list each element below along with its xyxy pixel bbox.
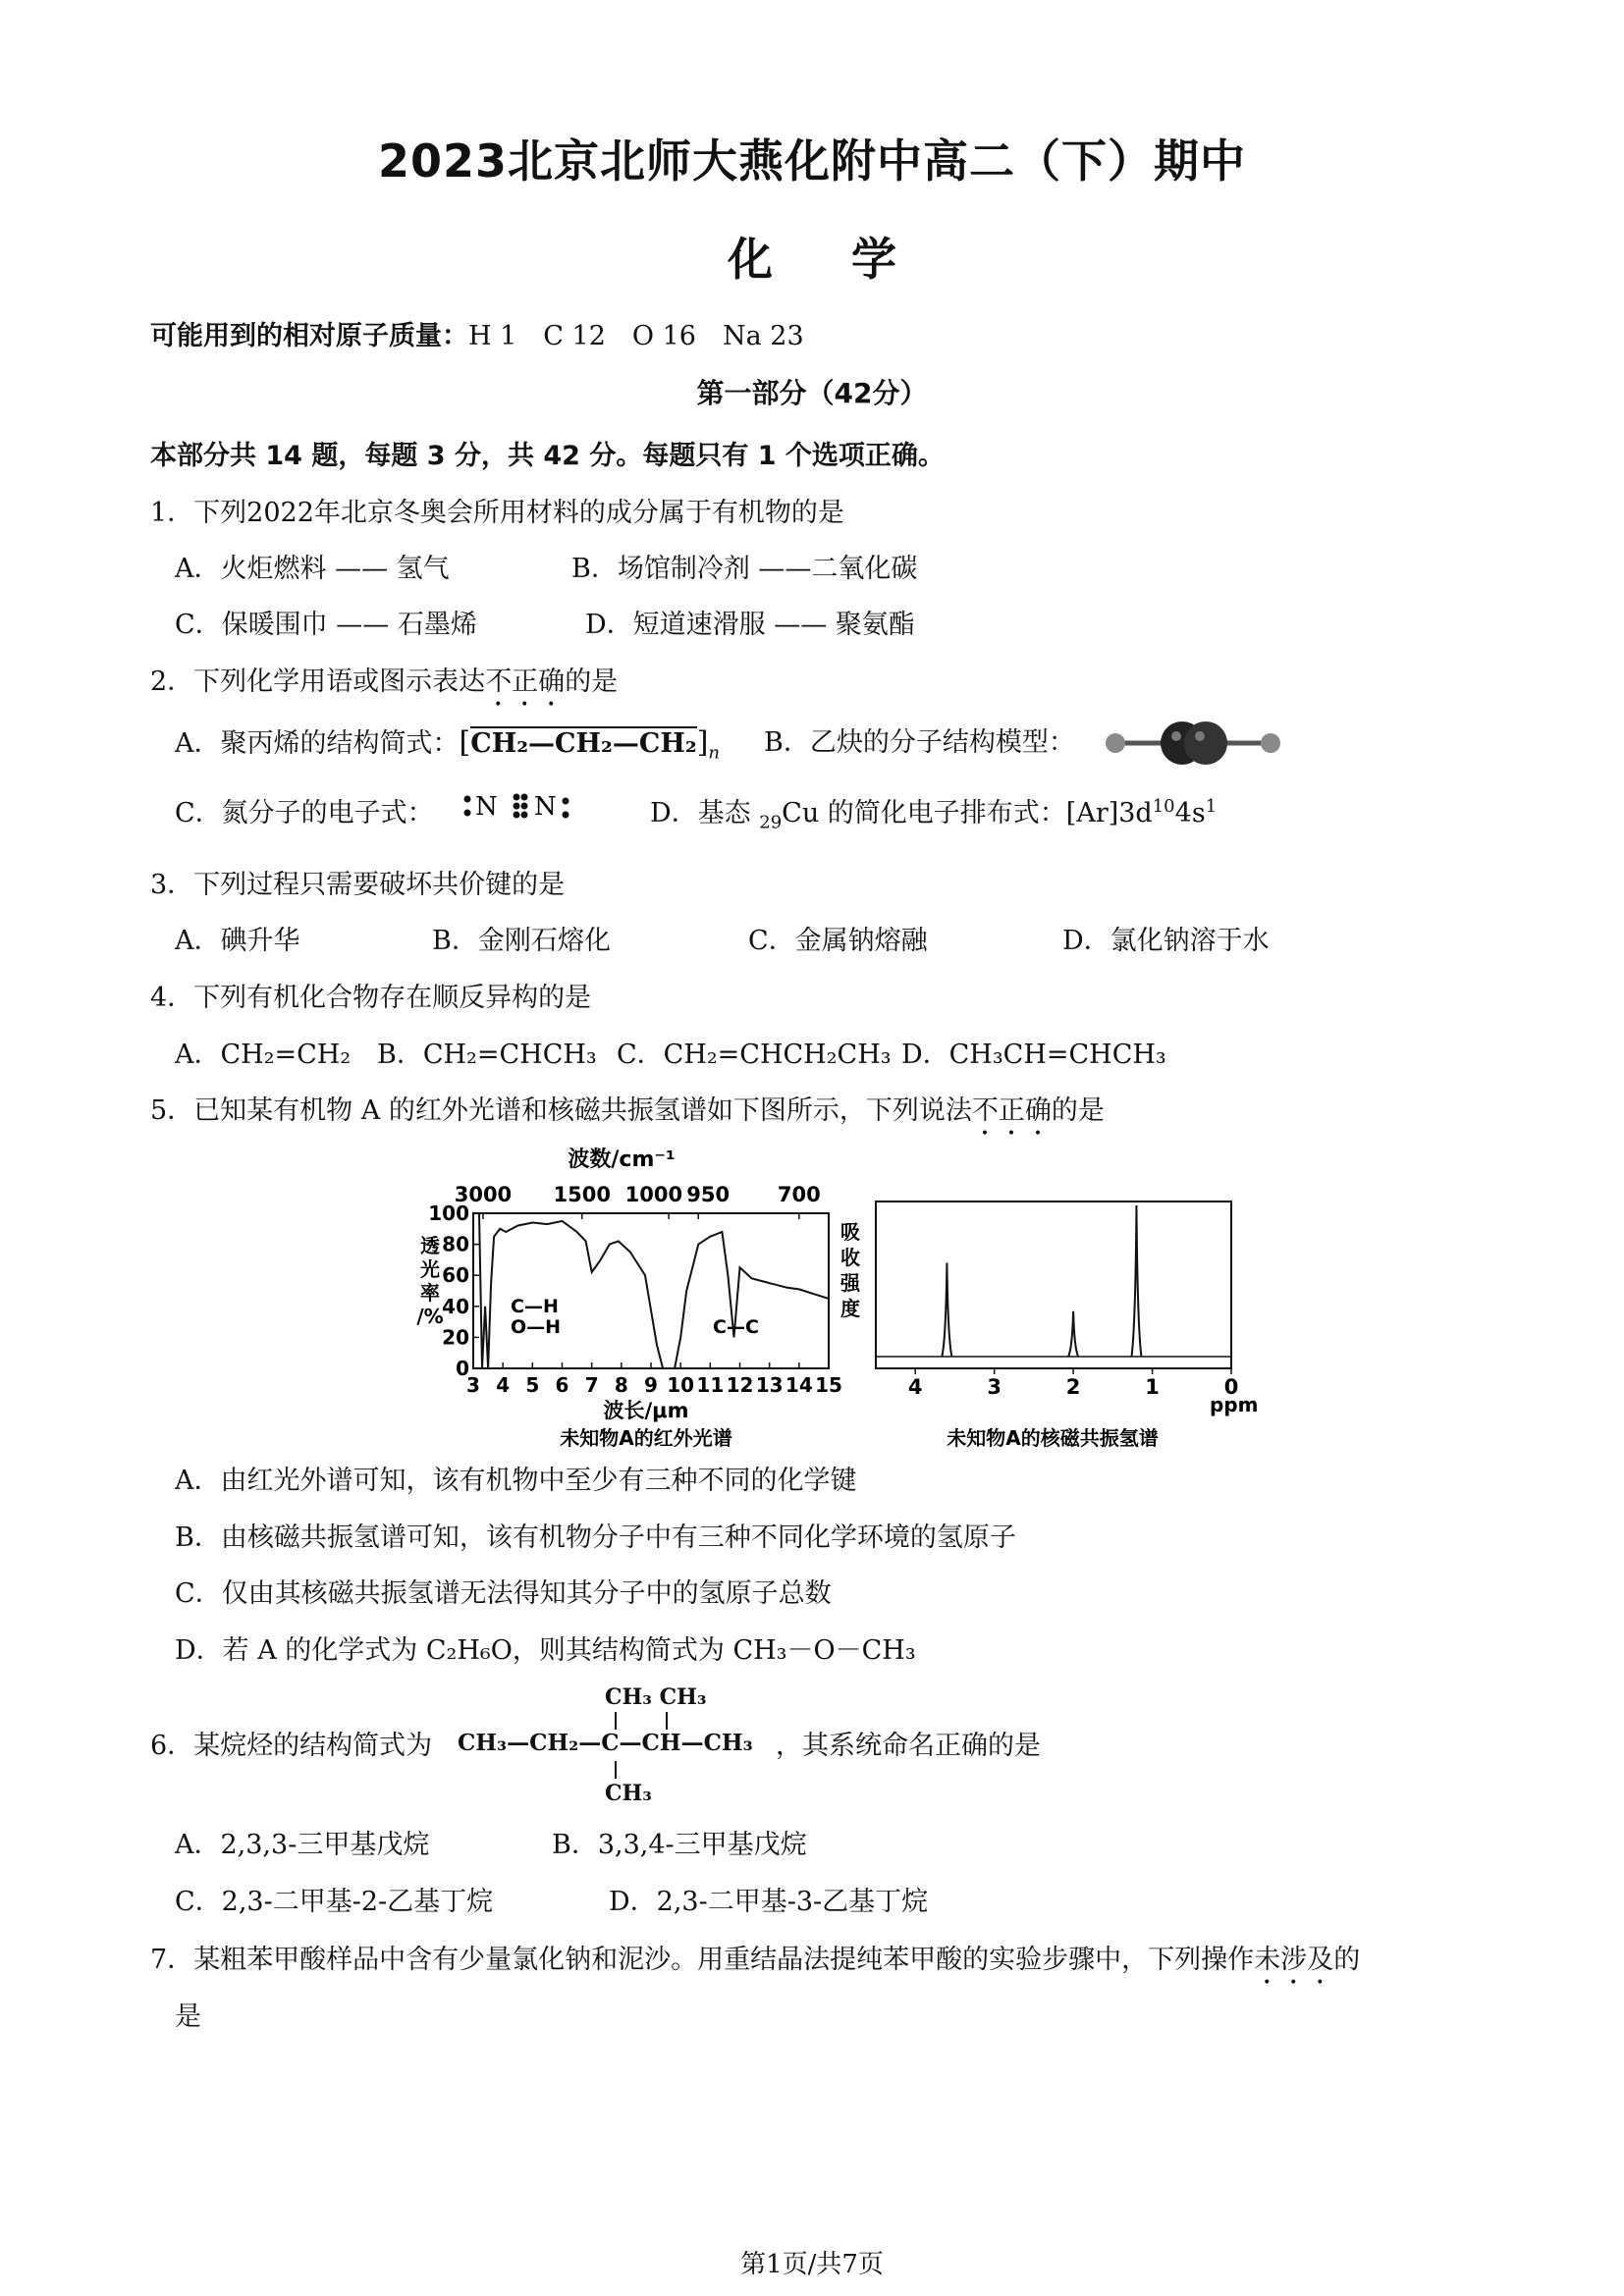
ir-spectrum-line bbox=[473, 1213, 829, 1368]
q5-stem-pre: 5．已知某有机物 A 的红外光谱和核磁共振氢谱如下图所示，下列说法 bbox=[150, 1095, 972, 1126]
q2-option-c-label: C．氮分子的电子式： bbox=[175, 798, 434, 828]
q6-option-a: A．2,3,3-三甲基戊烷 bbox=[175, 1830, 430, 1860]
q1-option-a: A．火炬燃料 —— 氢气 bbox=[175, 554, 450, 584]
q2-option-d bbox=[650, 796, 1218, 833]
ir-annotation-ch: C—H bbox=[511, 1296, 559, 1317]
alkane-bottom-substituent: CH₃ bbox=[605, 1781, 652, 1806]
q5-option-b: B．由核磁共振氢谱可知，该有机物分子中有三种不同化学环境的氢原子 bbox=[175, 1522, 1016, 1553]
polypropylene-formula: CH₂—CH₂—CH₂ bbox=[470, 728, 697, 759]
q5-stem bbox=[150, 1095, 1105, 1142]
q4-option-b: B．CH₂=CHCH₃ bbox=[377, 1040, 597, 1070]
ir-x-tick-label: 6 bbox=[555, 1373, 569, 1397]
q2-option-a: A．聚丙烯的结构简式：$[CH_2—CH_2—CH_2]_n$ bbox=[175, 725, 721, 764]
ir-y-tick-label: 20 bbox=[442, 1325, 469, 1350]
ir-y-tick-label: 60 bbox=[442, 1263, 469, 1288]
part1-title: 第一部分（42分） bbox=[696, 377, 928, 409]
s-electron-count: 1 bbox=[1205, 796, 1218, 817]
q6-option-d: D．2,3-二甲基-3-乙基丁烷 bbox=[609, 1887, 929, 1917]
page-number: 第1页/共7页 bbox=[740, 2250, 884, 2279]
ir-annotation-oh: O—H bbox=[511, 1316, 562, 1338]
nmr-chart-title: 未知物A的核磁共振氢谱 bbox=[947, 1426, 1159, 1450]
q7-stem-post: 的 bbox=[1333, 1945, 1361, 1975]
q2-stem-pre: 2．下列化学用语或图示表达 bbox=[150, 667, 486, 697]
q3-stem: 3．下列过程只需要破坏共价键的是 bbox=[150, 870, 566, 900]
exam-title: 2023北京北师大燕化附中高二（下）期中 bbox=[377, 134, 1247, 187]
q6-option-b: B．3,3,4-三甲基戊烷 bbox=[552, 1830, 807, 1860]
q1-stem: 1．下列2022年北京冬奥会所用材料的成分属于有机物的是 bbox=[150, 498, 844, 528]
alkane-structure bbox=[458, 1684, 791, 1812]
ir-x-tick-label: 10 bbox=[667, 1373, 695, 1397]
ir-top-tick-labels bbox=[455, 1183, 821, 1206]
q2-option-d-mid: Cu 的简化电子排布式：[Ar]3d bbox=[782, 798, 1153, 828]
q3-option-b: B．金刚石熔化 bbox=[432, 926, 611, 956]
q7-stem bbox=[150, 1944, 1360, 1991]
acetylene-model-icon bbox=[1102, 719, 1284, 768]
q3-option-a: A．碘升华 bbox=[175, 926, 300, 956]
ir-y-tick-label: 100 bbox=[428, 1201, 469, 1225]
atomic-masses-values: H 1 C 12 O 16 Na 23 bbox=[468, 321, 804, 351]
q7-stem-pre: 7．某粗苯甲酸样品中含有少量氯化钠和泥沙。用重结晶法提纯苯甲酸的实验步骤中，下列操作 bbox=[150, 1945, 1255, 1975]
q5-option-c: C．仅由其核磁共振氢谱无法得知其分子中的氢原子总数 bbox=[175, 1578, 832, 1609]
alkane-top-substituents: CH₃ CH₃ bbox=[605, 1684, 707, 1710]
ir-x-axis-label: 波长/μm bbox=[603, 1399, 689, 1422]
cu-atomic-number: 29 bbox=[759, 812, 783, 833]
ir-y-tick-label: 0 bbox=[456, 1357, 469, 1380]
bond-up-c bbox=[615, 1712, 617, 1730]
ir-top-tick-label: 3000 bbox=[454, 1183, 513, 1206]
ir-y-tick-label: 80 bbox=[442, 1232, 469, 1256]
q5-stem-emphasis: 不正确 bbox=[971, 1095, 1052, 1126]
q4-option-d: D．CH₃CH=CHCH₃ bbox=[901, 1040, 1166, 1070]
q3-option-d: D．氯化钠溶于水 bbox=[1062, 926, 1270, 956]
q1-option-d: D．短道速滑服 —— 聚氨酯 bbox=[585, 610, 915, 640]
q6-stem-post: ，其系统命名正确的是 bbox=[776, 1731, 1041, 1761]
polymer-n: n bbox=[708, 742, 721, 764]
ir-top-tick-label: 950 bbox=[686, 1183, 731, 1206]
ir-x-tick-label: 14 bbox=[785, 1373, 813, 1397]
ir-y-tick-label: 40 bbox=[442, 1294, 469, 1318]
nmr-y-axis-label: 吸收强度 bbox=[840, 1220, 860, 1320]
q2-stem-emphasis: 不正确 bbox=[485, 667, 566, 697]
q4-option-a: A．CH₂=CH₂ bbox=[175, 1040, 352, 1070]
q5-option-d: D．若 A 的化学式为 C₂H₆O，则其结构简式为 CH₃－O－CH₃ bbox=[175, 1635, 916, 1666]
q7-stem-emphasis: 未涉及 bbox=[1254, 1945, 1334, 1975]
ir-annotation-cc: C—C bbox=[713, 1316, 759, 1338]
q2-option-d-4s: 4s bbox=[1174, 798, 1206, 828]
q4-option-c: C．CH₂=CHCH₂CH₃ bbox=[617, 1040, 892, 1070]
ir-plot-frame bbox=[473, 1213, 829, 1368]
atomic-masses-label: 可能用到的相对原子质量： bbox=[150, 321, 468, 351]
nmr-plot-frame bbox=[876, 1201, 1231, 1368]
ir-x-tick-label: 9 bbox=[644, 1373, 658, 1397]
nmr-x-tick-label: 3 bbox=[987, 1375, 1001, 1399]
nmr-peak bbox=[1068, 1311, 1078, 1357]
nmr-peak bbox=[1131, 1205, 1141, 1357]
ir-x-tick-label: 8 bbox=[614, 1373, 628, 1397]
atomic-masses bbox=[150, 320, 804, 353]
q3-option-c: C．金属钠熔融 bbox=[748, 926, 928, 956]
q6-option-c: C．2,3-二甲基-2-乙基丁烷 bbox=[175, 1887, 494, 1917]
ir-top-tick-label: 700 bbox=[777, 1183, 821, 1206]
ir-chart-title: 未知物A的红外光谱 bbox=[560, 1426, 732, 1450]
subject-title: 化学 bbox=[728, 233, 975, 286]
q2-option-d-pre: D．基态 bbox=[650, 798, 751, 828]
q5-stem-post: 的是 bbox=[1051, 1095, 1105, 1126]
part1-instructions: 本部分共 14 题，每题 3 分，共 42 分。每题只有 1 个选项正确。 bbox=[150, 441, 945, 471]
bond-up-ch bbox=[666, 1712, 668, 1730]
n2-electron-dot-icon bbox=[460, 785, 577, 828]
bond-down-c bbox=[615, 1761, 617, 1779]
ir-x-tick-label: 12 bbox=[726, 1373, 754, 1397]
ir-top-axis-label: 波数/cm⁻¹ bbox=[568, 1148, 676, 1172]
q4-stem: 4．下列有机化合物存在顺反异构的是 bbox=[150, 983, 592, 1013]
q2-option-b-label: B．乙炔的分子结构模型： bbox=[764, 727, 1075, 758]
ir-x-tick-label: 5 bbox=[525, 1373, 540, 1397]
nmr-spectrum-chart bbox=[835, 1188, 1259, 1453]
ir-x-tick-label: 13 bbox=[755, 1373, 784, 1397]
nmr-peak bbox=[942, 1263, 951, 1357]
n2-atom-left: N bbox=[475, 792, 498, 822]
nmr-x-tick-label: 2 bbox=[1065, 1375, 1081, 1399]
nmr-x-axis-label: ppm bbox=[1210, 1393, 1259, 1416]
d-electron-count: 10 bbox=[1152, 796, 1175, 817]
nmr-x-tick-label: 0 bbox=[1223, 1375, 1239, 1399]
ir-x-tick-label: 3 bbox=[466, 1373, 480, 1397]
ir-x-tick-label: 4 bbox=[496, 1373, 511, 1397]
ir-x-tick-label: 11 bbox=[696, 1373, 725, 1397]
q5-option-a: A．由红光外谱可知，该有机物中至少有三种不同的化学键 bbox=[175, 1466, 857, 1496]
nmr-x-tick-label: 1 bbox=[1145, 1375, 1160, 1399]
alkane-main-chain: CH₃—CH₂—C—CH—CH₃ bbox=[458, 1730, 753, 1756]
q2-stem-post: 的是 bbox=[565, 667, 619, 697]
ir-y-axis-label: 透光率/% bbox=[416, 1234, 444, 1328]
q1-option-b: B．场馆制冷剂 ——二氧化碳 bbox=[571, 554, 918, 584]
q1-option-c: C．保暖围巾 —— 石墨烯 bbox=[175, 610, 477, 640]
ir-top-tick-label: 1000 bbox=[624, 1183, 683, 1206]
n2-atom-right: N bbox=[534, 792, 557, 822]
q2-stem bbox=[150, 666, 618, 713]
ir-x-tick-label: 7 bbox=[584, 1373, 599, 1397]
q2-option-a-label: A．聚丙烯的结构简式： bbox=[175, 728, 460, 759]
ir-top-tick-label: 1500 bbox=[553, 1183, 611, 1206]
q7-stem-line2: 是 bbox=[175, 2002, 201, 2032]
ir-spectrum-chart bbox=[401, 1145, 852, 1453]
ir-x-tick-label: 15 bbox=[815, 1373, 842, 1397]
q6-stem-pre: 6．某烷烃的结构简式为 bbox=[150, 1731, 433, 1761]
nmr-x-tick-label: 4 bbox=[907, 1375, 923, 1399]
